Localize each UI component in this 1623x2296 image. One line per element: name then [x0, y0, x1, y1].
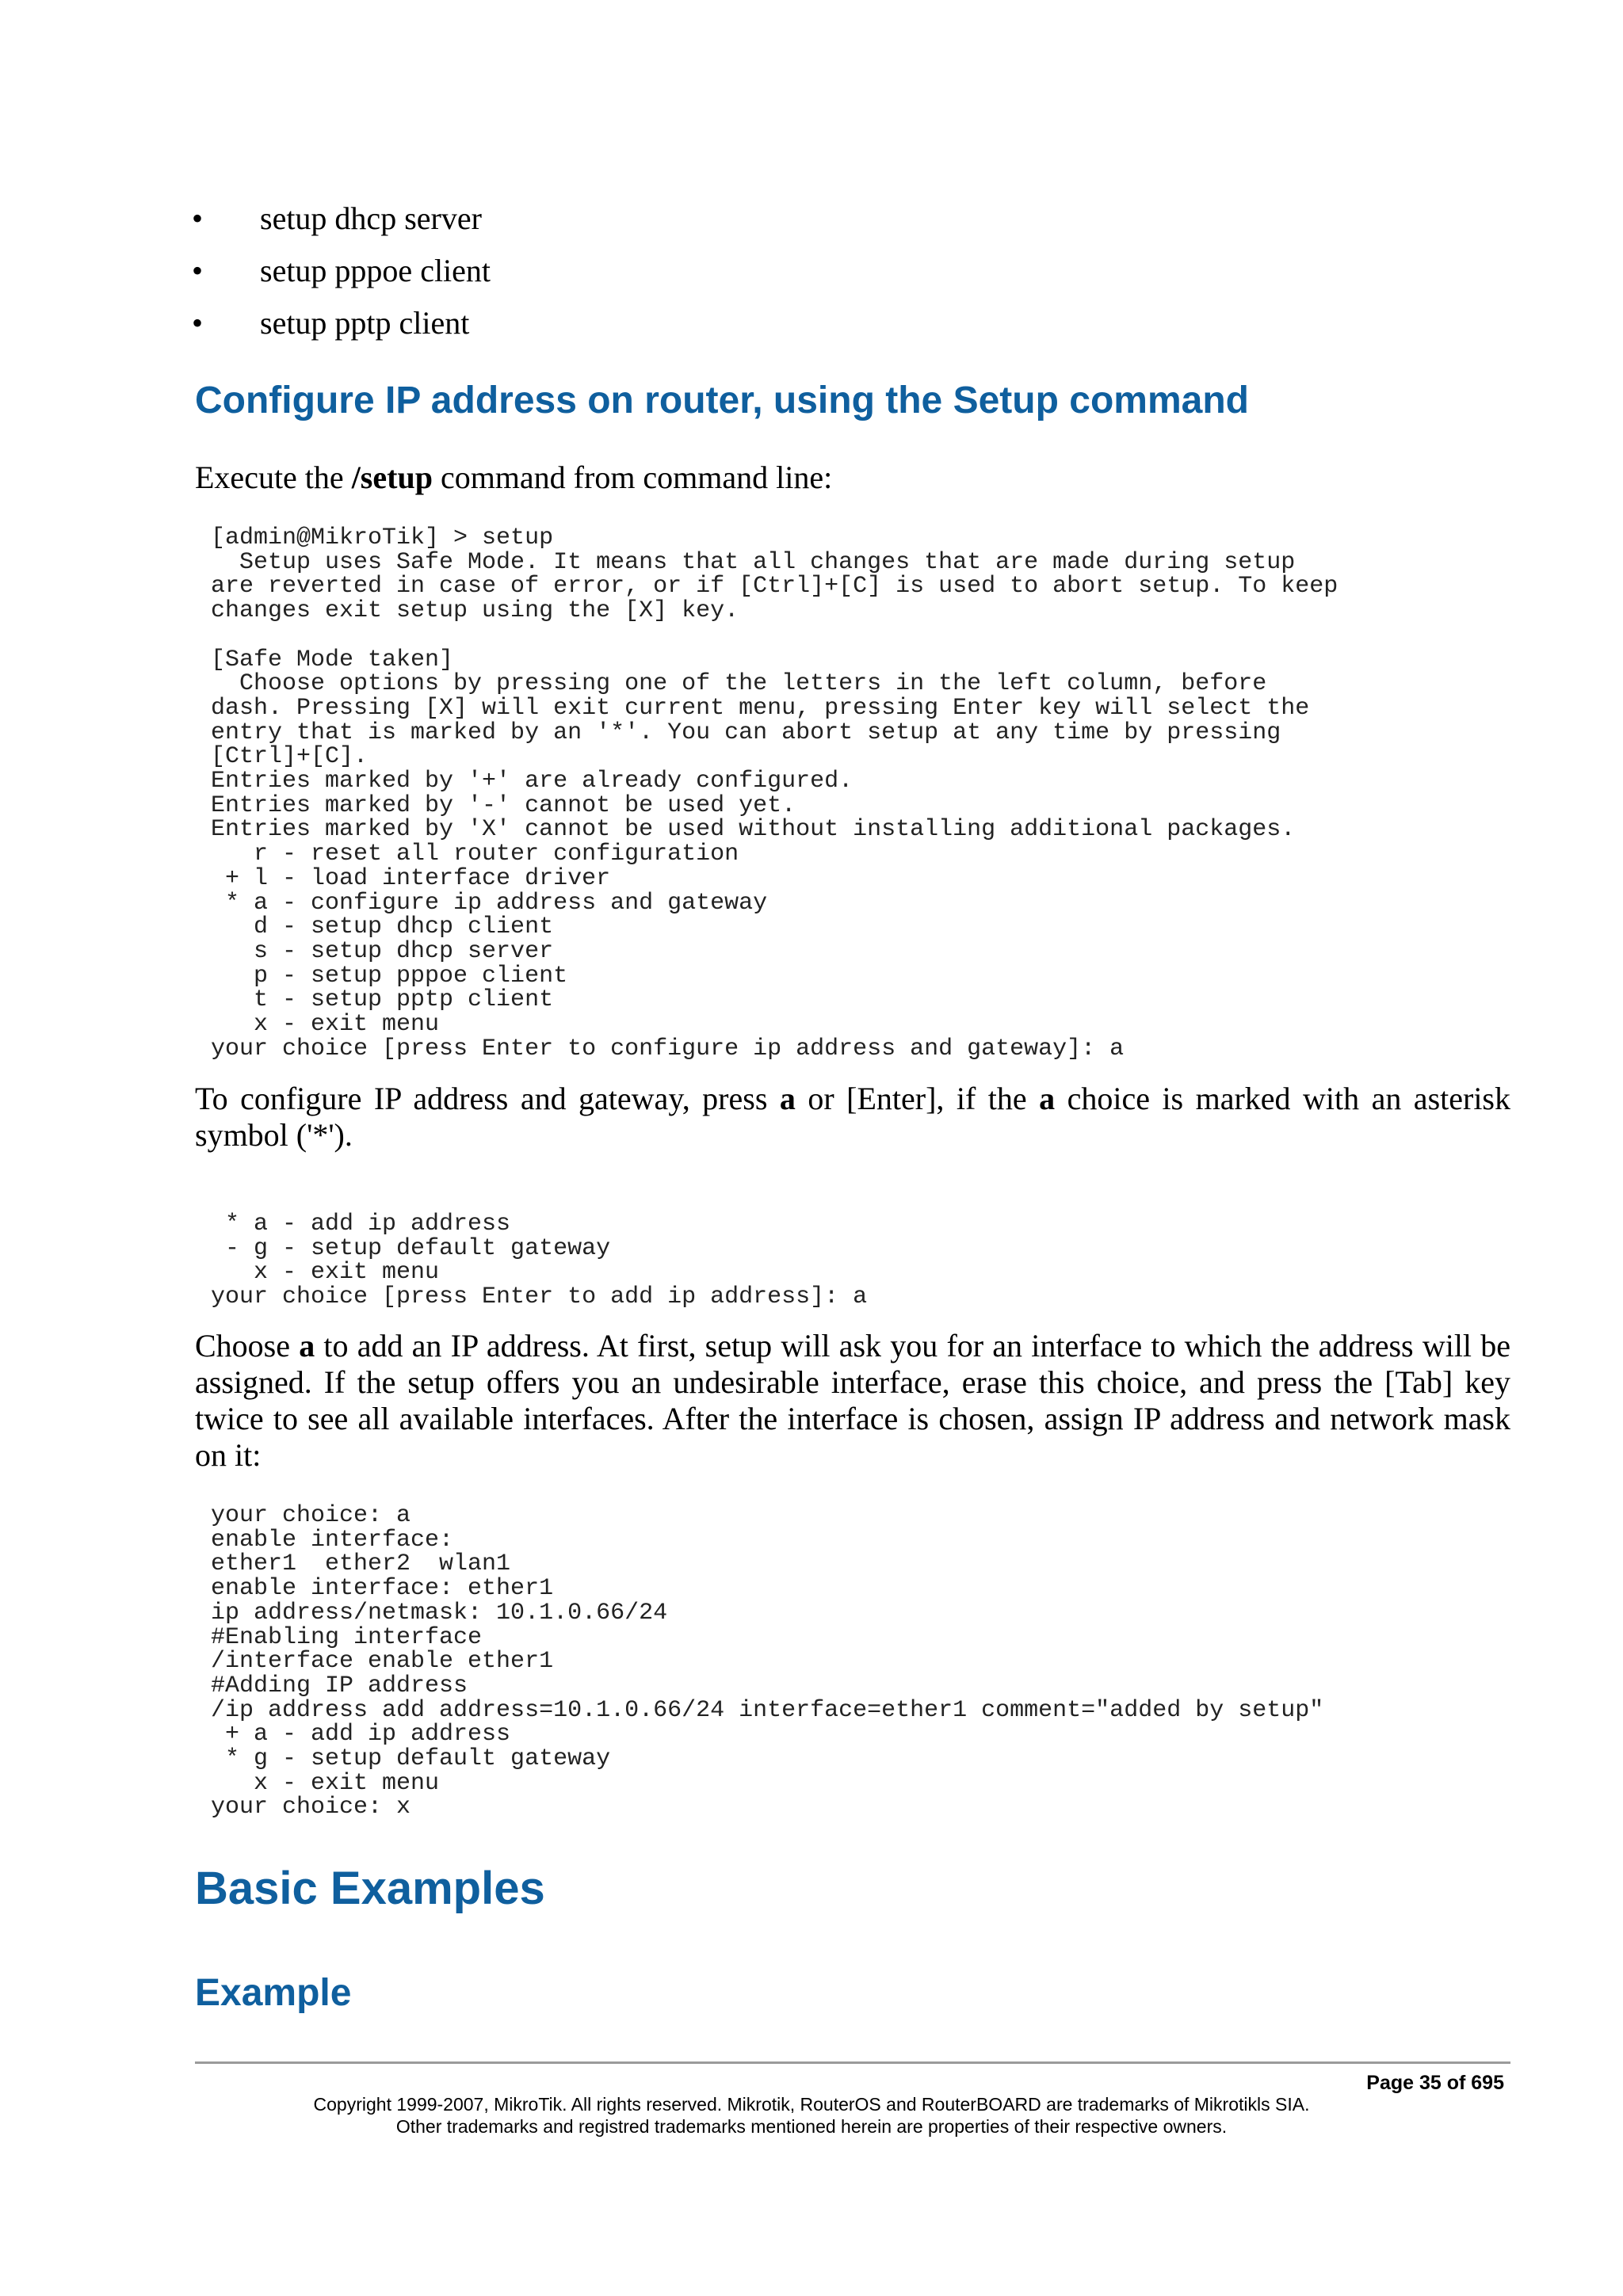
code-block-setup: [admin@MikroTik] > setup Setup uses Safe Mode. It means that all changes that are made during setup are reverted in case of error, or if [Ctrl]+[C] is used to abort setup. To keep changes exit setup using the [X] key. [Safe Mode taken] Choose options by pressing one of the letters in the left column, before dash. Pressing [X] will exit current menu, pressing Enter key will select the entry that is marked by an '*'. You can abort setup at any time by pressing [Ctrl]+[C]. Entries marked by '+' are already configured. Entries marked by '-' cannot be used yet. Entries marked by 'X' cannot be used without installing additional packages. r - reset all router configuration + l - load interface driver * a - configure ip address and gateway d - setup dhcp client s - setup dhcp server p - setup pppoe client t - setup pptp client x - exit menu your choice [press Enter to configure ip address and gateway]: a [211, 524, 1338, 1062]
text-run: To configure IP address and gateway, press [195, 1081, 780, 1116]
bold-key: a [299, 1328, 315, 1363]
section-heading-configure: Configure IP address on router, using the Setup command [195, 379, 1249, 421]
text-run: Choose [195, 1328, 300, 1363]
text-run: or [Enter], if the [795, 1081, 1040, 1116]
bold-key: a [779, 1081, 796, 1116]
list-item [192, 299, 491, 352]
code-block-ip-menu: * a - add ip address - g - setup default gateway x - exit menu your choice [press Enter to add ip address]: a [211, 1211, 868, 1311]
page-number: Page 35 of 695 [1366, 2072, 1504, 2094]
bullet-text: setup pptp client [260, 305, 470, 341]
copyright-notice [0, 2093, 1623, 2138]
choose-paragraph [195, 1328, 1510, 1474]
list-item [192, 195, 491, 247]
bold-key: a [1039, 1081, 1056, 1116]
text-run: to add an IP address. At first, setup will ask you for an interface to which the address will be assigned. If the setup offers you an undesirable interface, erase this choice, and press the [Tab] key twice to see all available interfaces. After the interface is chosen, assign IP address and network mask on it: [195, 1328, 1511, 1473]
text-run: Execute the [195, 460, 352, 495]
bullet-list [192, 195, 491, 352]
command-name: /setup [351, 460, 433, 495]
code-block-add-address: your choice: a enable interface: ether1 ether2 wlan1 enable interface: ether1 ip address/netmask: 10.1.0.66/24 #Enabling interface /interface enable ether1 #Adding IP address /ip address add address=10.1.0.66/24 interface=ether1 comment="added by setup" + a - add ip address * g - setup default gateway x - exit menu your choice: x [211, 1502, 1324, 1821]
copyright-line-2: Other trademarks and registred trademarks mentioned herein are properties of their respective owners. [395, 2116, 1228, 2137]
bullet-text: setup pppoe client [260, 253, 491, 288]
bullet-text: setup dhcp server [260, 200, 482, 236]
list-item [192, 247, 491, 299]
configure-paragraph [195, 1081, 1510, 1154]
heading-basic-examples: Basic Examples [195, 1863, 545, 1914]
heading-example: Example [195, 1972, 352, 2014]
copyright-line-1: Copyright 1999-2007, MikroTik. All rights reserved. Mikrotik, RouterOS and RouterBOARD are trademarks of Mikrotikls SIA. [313, 2094, 1310, 2115]
bullet-icon: • [192, 253, 204, 288]
text-run: command from command line: [432, 460, 833, 495]
bullet-icon: • [192, 200, 204, 236]
text-run: choice is marked with an asterisk symbol ('*'). [195, 1081, 1510, 1153]
bullet-icon: • [192, 305, 204, 341]
footer-divider [195, 2061, 1510, 2064]
execute-paragraph [195, 460, 1510, 496]
